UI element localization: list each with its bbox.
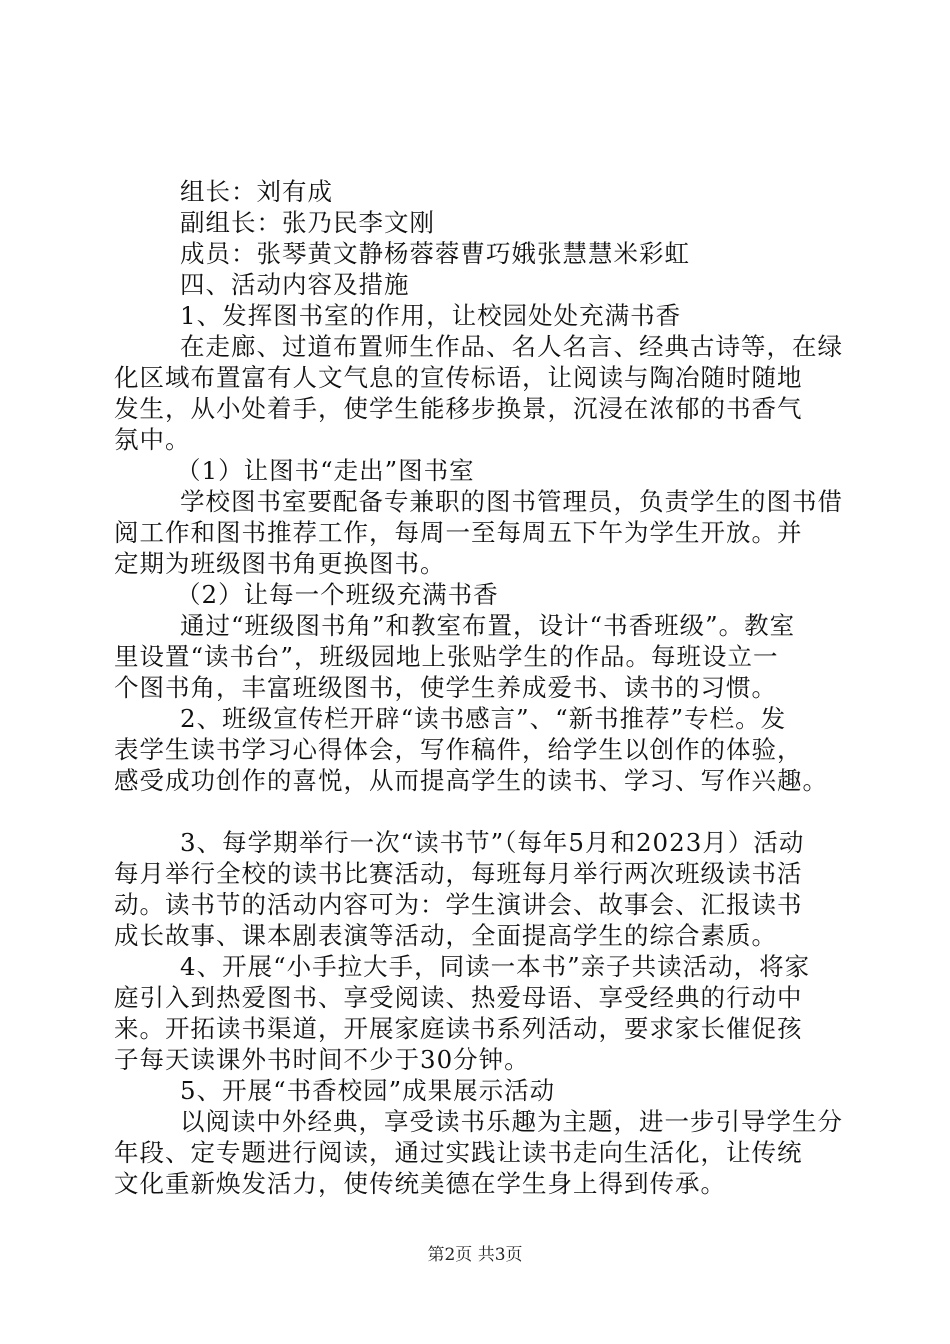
page-number-footer: 第2页 共3页 (427, 1245, 523, 1265)
paragraph-line: 化区域布置富有人文气息的宣传标语，让阅读与陶冶随时随地 (114, 363, 803, 392)
paragraph-line: 里设置“读书台”，班级园地上张贴学生的作品。每班设立一 (114, 642, 779, 671)
section-heading: 四、活动内容及措施 (180, 270, 410, 299)
paragraph-line: 在走廊、过道布置师生作品、名人名言、经典古诗等，在绿 (180, 332, 843, 361)
members-line: 成员：张琴黄文静杨蓉蓉曹巧娥张慧慧米彩虹 (180, 239, 690, 268)
paragraph-line: 来。开拓读书渠道，开展家庭读书系列活动，要求家长催促孩 (114, 1014, 803, 1043)
paragraph-line: 学校图书室要配备专兼职的图书管理员，负责学生的图书借 (180, 487, 843, 516)
item-1-heading: 1、发挥图书室的作用，让校园处处充满书香 (180, 301, 682, 330)
paragraph-line: 成长故事、课本剧表演等活动，全面提高学生的综合素质。 (114, 921, 777, 950)
paragraph-line: 定期为班级图书角更换图书。 (114, 549, 446, 578)
sub-item-1-heading: （1）让图书“走出”图书室 (176, 456, 475, 485)
paragraph-line: 发生，从小处着手，使学生能移步换景，沉浸在浓郁的书香气 (114, 394, 803, 423)
leader-line: 组长：刘有成 (180, 177, 333, 206)
paragraph-line: 动。读书节的活动内容可为：学生演讲会、故事会、汇报读书 (114, 890, 803, 919)
paragraph-line: 通过“班级图书角”和教室布置，设计“书香班级”。教室 (180, 611, 796, 640)
paragraph-line: 子每天读课外书时间不少于30分钟。 (114, 1045, 530, 1074)
paragraph-line: 文化重新焕发活力，使传统美德在学生身上得到传承。 (114, 1169, 726, 1198)
paragraph-line: 感受成功创作的喜悦，从而提高学生的读书、学习、写作兴趣。 (114, 766, 828, 795)
paragraph-line: 以阅读中外经典，享受读书乐趣为主题，进一步引导学生分 (180, 1107, 843, 1136)
item-2-line: 2、班级宣传栏开辟“读书感言”、“新书推荐”专栏。发 (180, 704, 787, 733)
paragraph-line: 氛中。 (114, 425, 191, 454)
paragraph-line: 表学生读书学习心得体会，写作稿件，给学生以创作的体验， (114, 735, 803, 764)
paragraph-line: 每月举行全校的读书比赛活动，每班每月举行两次班级读书活 (114, 859, 803, 888)
item-5-heading: 5、开展“书香校园”成果展示活动 (180, 1076, 556, 1105)
sub-item-2-heading: （2）让每一个班级充满书香 (176, 580, 499, 609)
item-4-line: 4、开展“小手拉大手，同读一本书”亲子共读活动，将家 (180, 952, 811, 981)
document-body (114, 176, 846, 1199)
paragraph-line: 阅工作和图书推荐工作，每周一至每周五下午为学生开放。并 (114, 518, 803, 547)
paragraph-line: 年段、定专题进行阅读，通过实践让读书走向生活化，让传统 (114, 1138, 803, 1167)
deputy-leader-line: 副组长：张乃民李文刚 (180, 208, 435, 237)
blank-line (176, 796, 846, 827)
item-3-line: 3、每学期举行一次“读书节”（每年5月和2023月）活动 (180, 828, 805, 857)
paragraph-line: 个图书角，丰富班级图书，使学生养成爱书、读书的习惯。 (114, 673, 777, 702)
paragraph-line: 庭引入到热爱图书、享受阅读、热爱母语、享受经典的行动中 (114, 983, 803, 1012)
